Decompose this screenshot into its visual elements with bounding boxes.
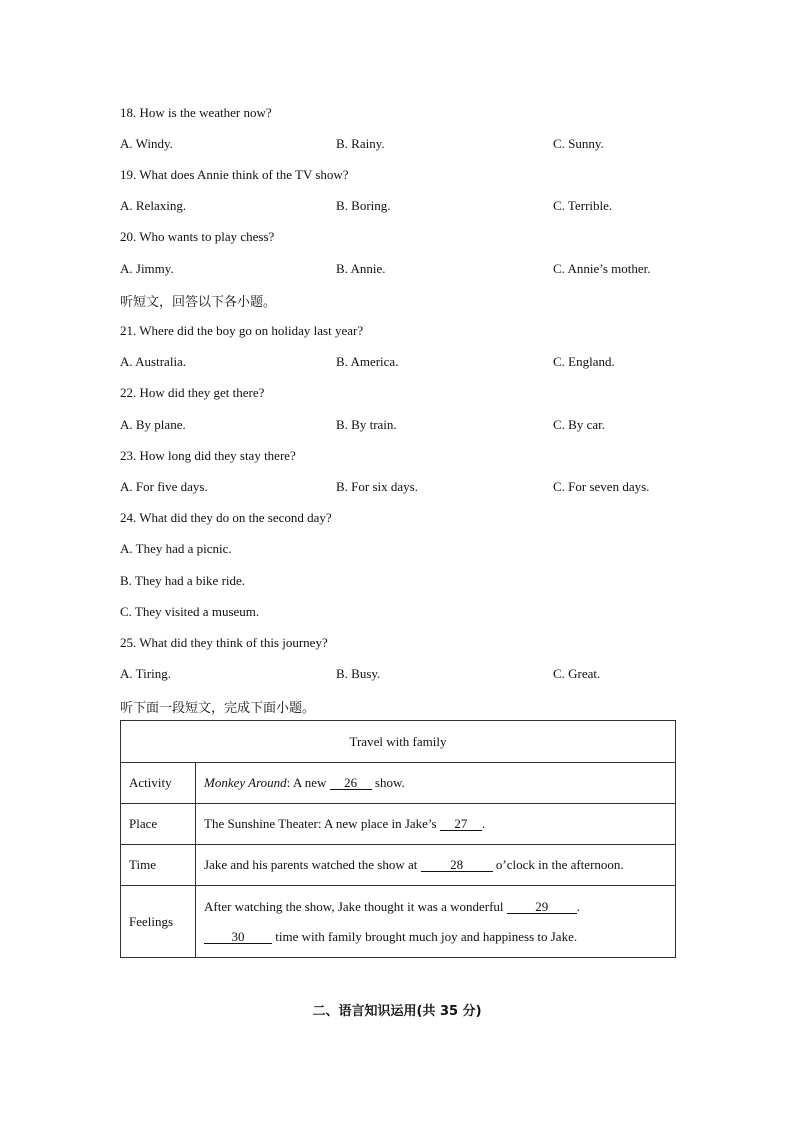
question-20: 20. Who wants to play chess? xyxy=(120,229,275,244)
feelings-line-1 xyxy=(204,899,667,915)
section-title: 二、语言知识运用(共 35 分) xyxy=(312,1004,482,1019)
option-23-b: B. For six days. xyxy=(336,479,418,494)
option-21-b: B. America. xyxy=(336,354,399,369)
question-25: 25. What did they think of this journey? xyxy=(120,635,328,650)
question-21: 21. Where did the boy go on holiday last year? xyxy=(120,323,364,338)
option-24-a: A. They had a picnic. xyxy=(120,541,232,556)
instruction-listen-passage: 听短文，回答以下各小题。 xyxy=(120,295,277,310)
option-25-a: A. Tiring. xyxy=(120,666,171,681)
option-18-a: A. Windy. xyxy=(120,136,173,151)
question-22: 22. How did they get there? xyxy=(120,385,265,400)
time-text-post: o’clock in the afternoon. xyxy=(492,857,624,872)
option-24-c: C. They visited a museum. xyxy=(120,604,260,619)
option-22-b: B. By train. xyxy=(336,417,397,432)
feelings-text-line2: time with family brought much joy and happiness to Jake. xyxy=(272,928,578,944)
feelings-text-post: . xyxy=(576,898,581,914)
blank-28[interactable]: 28 xyxy=(421,858,493,872)
show-name: Monkey Around xyxy=(204,775,287,790)
option-23-a: A. For five days. xyxy=(120,479,208,494)
label-place: Place xyxy=(121,804,196,845)
feelings-text-pre: After watching the show, Jake thought it was a wonderful xyxy=(204,898,507,914)
question-23: 23. How long did they stay there? xyxy=(120,448,296,463)
option-20-c: C. Annie’s mother. xyxy=(553,261,651,276)
instruction-complete-table: 听下面一段短文，完成下面小题。 xyxy=(120,701,316,716)
option-18-b: B. Rainy. xyxy=(336,136,385,151)
blank-26[interactable]: 26 xyxy=(330,776,372,790)
travel-info-table xyxy=(120,720,676,958)
question-19: 19. What does Annie think of the TV show? xyxy=(120,167,349,182)
label-feelings: Feelings xyxy=(121,886,196,958)
option-19-a: A. Relaxing. xyxy=(120,198,187,213)
activity-text-pre: : A new xyxy=(286,775,330,790)
option-21-c: C. England. xyxy=(553,354,615,369)
cell-feelings xyxy=(196,886,676,958)
option-18-c: C. Sunny. xyxy=(553,136,604,151)
cell-activity xyxy=(196,763,676,804)
option-25-c: C. Great. xyxy=(553,666,601,681)
cell-place xyxy=(196,804,676,845)
option-24-b: B. They had a bike ride. xyxy=(120,573,246,588)
option-22-c: C. By car. xyxy=(553,417,605,432)
blank-29[interactable]: 29 xyxy=(507,900,577,914)
option-20-a: A. Jimmy. xyxy=(120,261,174,276)
question-24: 24. What did they do on the second day? xyxy=(120,510,332,525)
label-time: Time xyxy=(121,845,196,886)
option-19-b: B. Boring. xyxy=(336,198,391,213)
question-18: 18. How is the weather now? xyxy=(120,105,272,120)
place-text-post: . xyxy=(481,816,486,831)
label-activity: Activity xyxy=(121,763,196,804)
activity-text-post: show. xyxy=(371,775,405,790)
place-text-pre: The Sunshine Theater: A new place in Jake’s xyxy=(204,816,440,831)
table-title: Travel with family xyxy=(121,721,676,763)
option-19-c: C. Terrible. xyxy=(553,198,613,213)
time-text-pre: Jake and his parents watched the show at xyxy=(204,857,421,872)
option-22-a: A. By plane. xyxy=(120,417,186,432)
option-20-b: B. Annie. xyxy=(336,261,386,276)
option-23-c: C. For seven days. xyxy=(553,479,650,494)
blank-30[interactable]: 30 xyxy=(204,930,272,944)
option-25-b: B. Busy. xyxy=(336,666,381,681)
feelings-line-2 xyxy=(204,929,667,945)
blank-27[interactable]: 27 xyxy=(440,817,482,831)
cell-time xyxy=(196,845,676,886)
option-21-a: A. Australia. xyxy=(120,354,187,369)
